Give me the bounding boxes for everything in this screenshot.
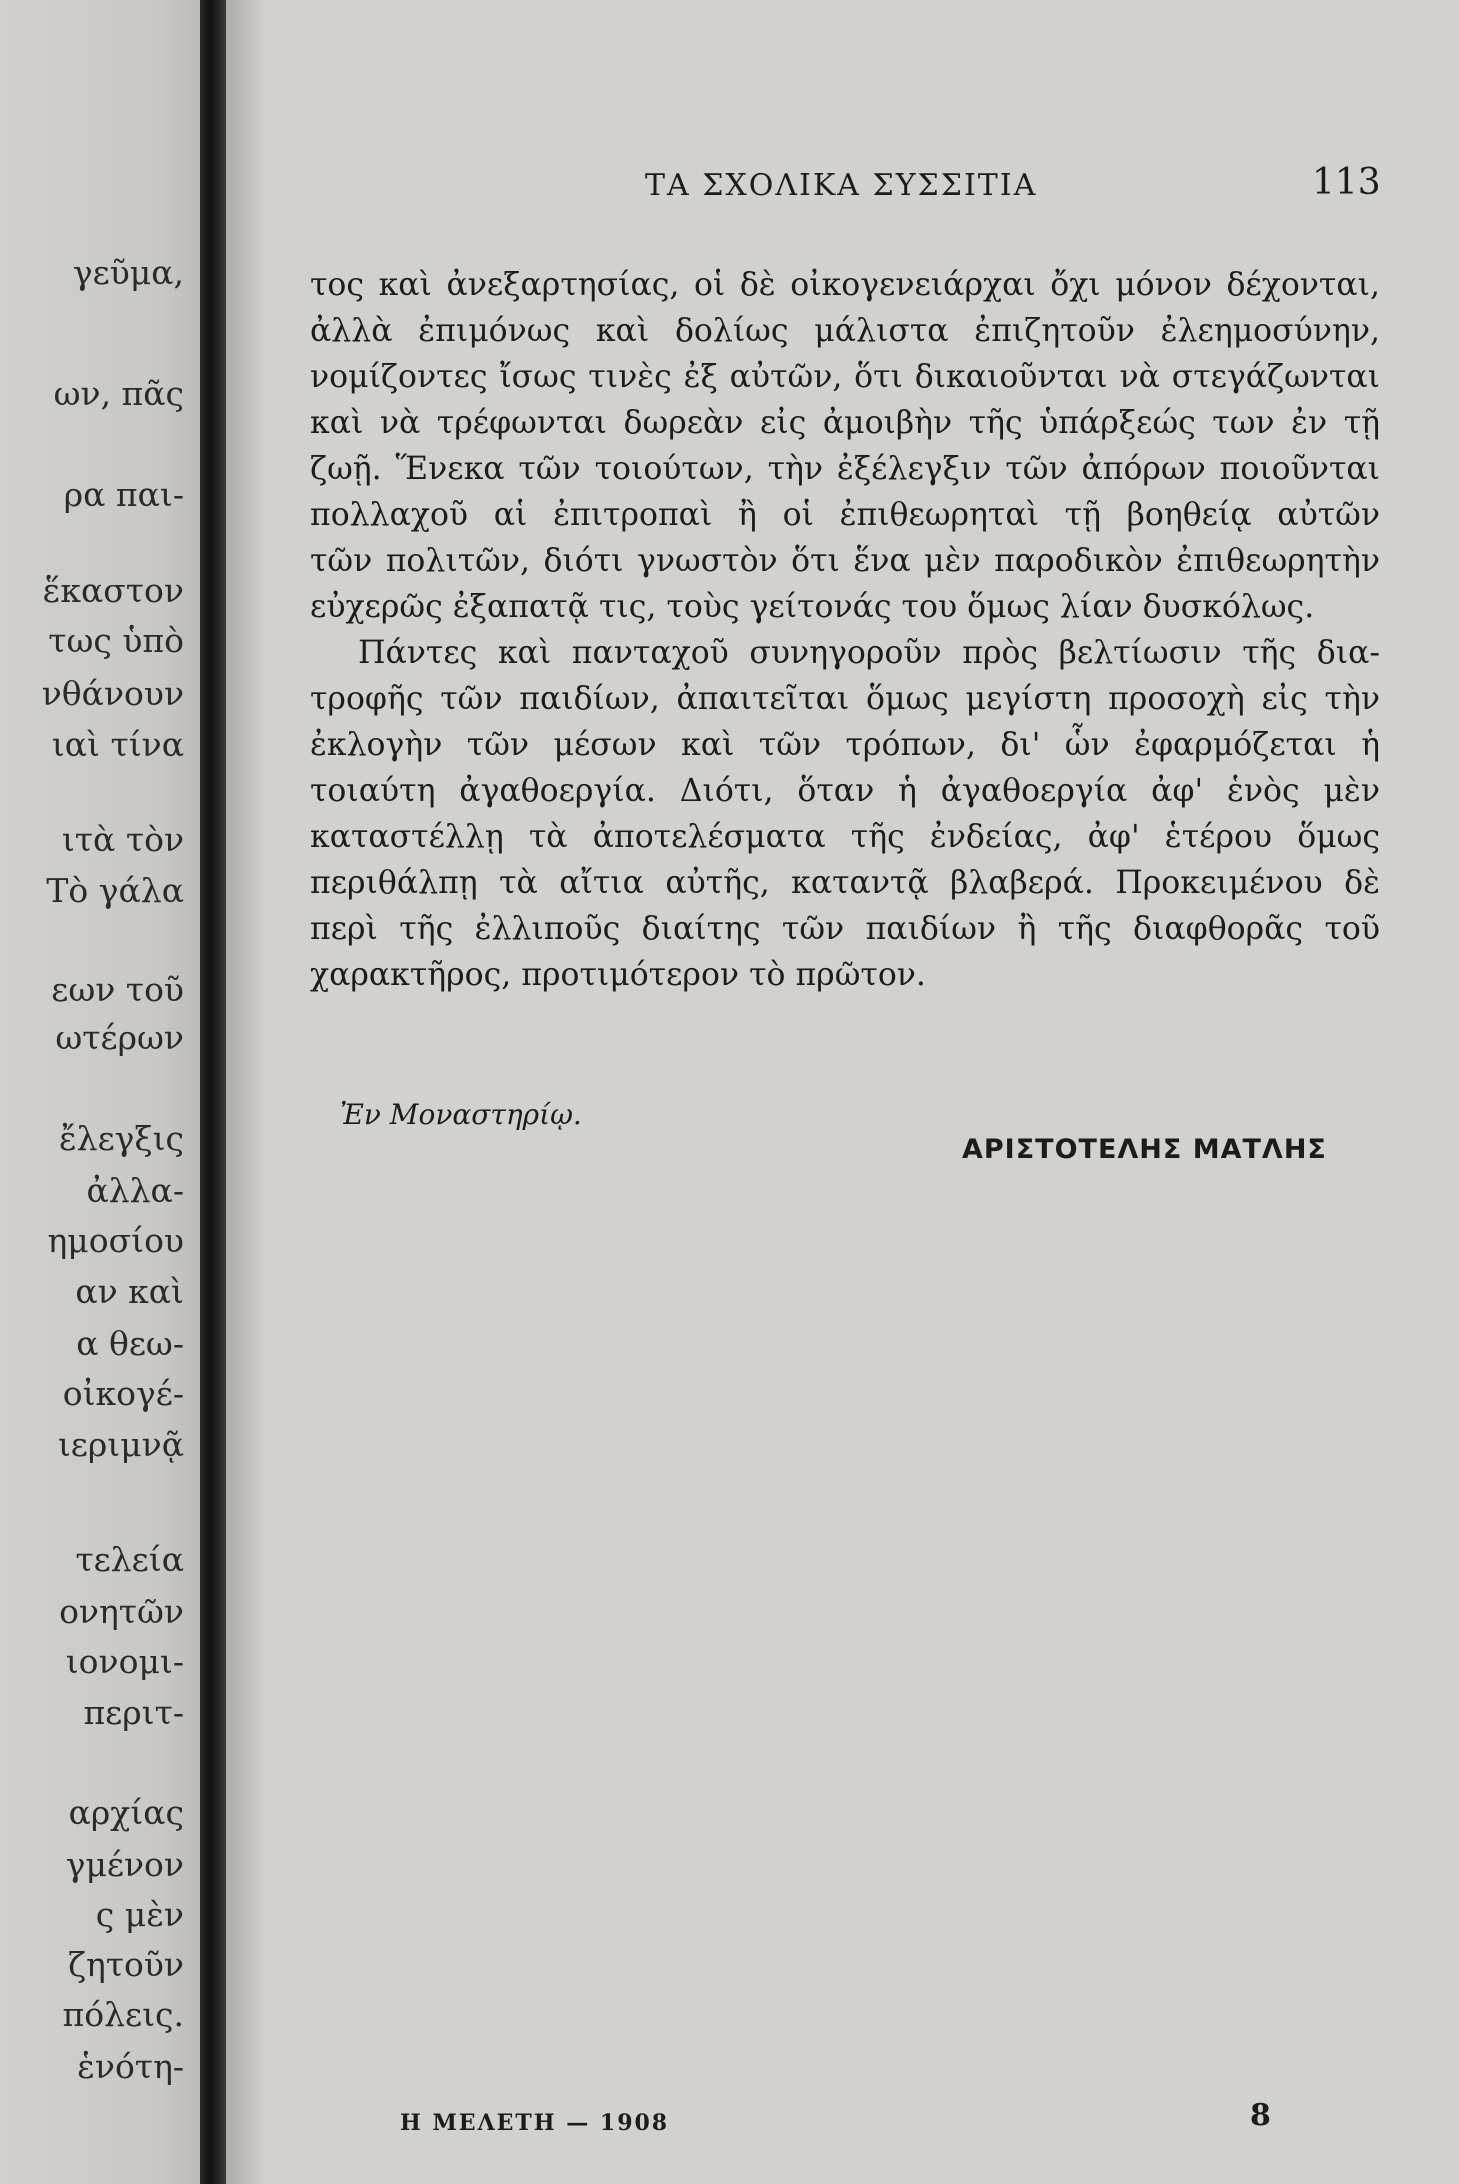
left-page-fragment: τελεία [75, 1540, 184, 1579]
left-page-fragment: ιονομι- [65, 1642, 184, 1681]
gutter-shadow [226, 0, 266, 2184]
text-line: καταστέλλῃ τὰ ἀποτελέσματα τῆς ἐνδείας, ἀφ' ἑτέρου ὅμως [310, 819, 1380, 855]
text-line: εὐχερῶς ἐξαπατᾷ τις, τοὺς γείτονάς του ὅμως λίαν δυσκόλως. [310, 589, 1315, 625]
left-page-fragment: ημοσίου [47, 1221, 184, 1260]
left-page-fragment: ων, πᾶς [53, 374, 184, 413]
left-page-fragment: ιεριμνᾷ [57, 1425, 184, 1464]
left-page-fragment: α θεω- [76, 1324, 184, 1363]
left-page-fragment: γεῦμα, [72, 253, 184, 292]
text-line: νομίζοντες ἴσως τινὲς ἐξ αὐτῶν, ὅτι δικαιοῦνται νὰ στεγάζωνται [310, 359, 1380, 395]
author-name: ΑΡΙΣΤΟΤΕΛΗΣ ΜΑΤΛΗΣ [962, 1134, 1327, 1165]
text-line: ἀλλὰ ἐπιμόνως καὶ δολίως μάλιστα ἐπιζητοῦν ἐλεημοσύνην, [310, 313, 1380, 349]
left-page-fragment: ωτέρων [55, 1018, 184, 1057]
text-line: χαρακτῆρος, προτιμότερον τὸ πρῶτον. [310, 957, 926, 993]
body-text [310, 262, 1380, 998]
left-page-fragment: ἔλεγξις [58, 1119, 184, 1158]
left-page-fragment: αρχίας [68, 1793, 184, 1832]
text-line: ἐκλογὴν τῶν μέσων καὶ τῶν τρόπων, δι' ὧν ἐφαρμόζεται ἡ [310, 727, 1380, 763]
left-page-fragment: νθάνουν [41, 674, 184, 713]
left-page-fragment: ἀλλα- [86, 1171, 184, 1210]
text-line: τοιαύτη ἀγαθοεργία. Διότι, ὅταν ἡ ἀγαθοεργία ἀφ' ἑνὸς μὲν [310, 773, 1380, 809]
text-line: καὶ νὰ τρέφωνται δωρεὰν εἰς ἀμοιβὴν τῆς ὑπάρξεώς των ἐν τῇ [310, 405, 1380, 441]
left-page-fragment: ἑνότη- [77, 2047, 184, 2086]
text-line: πολλαχοῦ αἱ ἐπιτροπαὶ ἢ οἱ ἐπιθεωρηταὶ τῇ βοηθείᾳ αὐτῶν [310, 497, 1380, 533]
place-line: Ἐν Μοναστηρίῳ. [340, 1098, 582, 1131]
text-line: περὶ τῆς ἐλλιποῦς διαίτης τῶν παιδίων ἢ τῆς διαφθορᾶς τοῦ [310, 911, 1380, 947]
book-gutter [200, 0, 226, 2184]
text-line: ζωῇ. Ἕνεκα τῶν τοιούτων, τὴν ἐξέλεγξιν τῶν ἀπόρων ποιοῦνται [310, 451, 1380, 487]
left-page-fragment: περιτ- [83, 1693, 184, 1732]
running-header: ΤΑ ΣΧΟΛΙΚΑ ΣΥΣΣΙΤΙΑ [645, 168, 1038, 203]
left-page-fragment: εων τοῦ [51, 970, 184, 1009]
left-page-fragment: ἕκαστον [42, 571, 184, 610]
text-line: τος καὶ ἀνεξαρτησίας, οἱ δὲ οἰκογενειάρχαι ὄχι μόνον δέχονται, [310, 267, 1380, 303]
text-line: τροφῆς τῶν παιδίων, ἀπαιτεῖται ὅμως μεγίστη προσοχὴ εἰς τὴν [310, 681, 1380, 717]
left-page-margin [0, 0, 200, 2184]
footer-journal: Η ΜΕΛΕΤΗ — 1908 [400, 2110, 670, 2136]
text-line: περιθάλπῃ τὰ αἴτια αὐτῆς, καταντᾷ βλαβερά. Προκειμένου δὲ [310, 865, 1380, 901]
text-line: τῶν πολιτῶν, διότι γνωστὸν ὅτι ἕνα μὲν παροδικὸν ἐπιθεωρητὴν [310, 543, 1380, 579]
left-page-fragment: ζητοῦν [68, 1945, 184, 1984]
left-page-fragment: ρα παι- [63, 475, 184, 514]
left-page-fragment: ιαὶ τίνα [51, 725, 184, 764]
signature-mark: 8 [1250, 2098, 1271, 2133]
left-page-fragment: ιτὰ τὸν [61, 820, 184, 859]
left-page-fragment: γμένον [65, 1845, 184, 1884]
left-page-fragment: τως ὑπὸ [48, 621, 184, 660]
left-page-fragment: αν καὶ [75, 1272, 184, 1311]
left-page-fragment: ς μὲν [95, 1895, 184, 1934]
left-page-fragment: Τὸ γάλα [46, 871, 184, 910]
left-page-fragment: ονητῶν [59, 1592, 184, 1631]
text-line: Πάντες καὶ πανταχοῦ συνηγοροῦν πρὸς βελτίωσιν τῆς δια- [358, 635, 1380, 671]
left-page-fragment: οἰκογέ- [62, 1374, 184, 1413]
page-number: 113 [1312, 162, 1381, 203]
left-page-fragment: πόλεις. [62, 1995, 184, 2034]
